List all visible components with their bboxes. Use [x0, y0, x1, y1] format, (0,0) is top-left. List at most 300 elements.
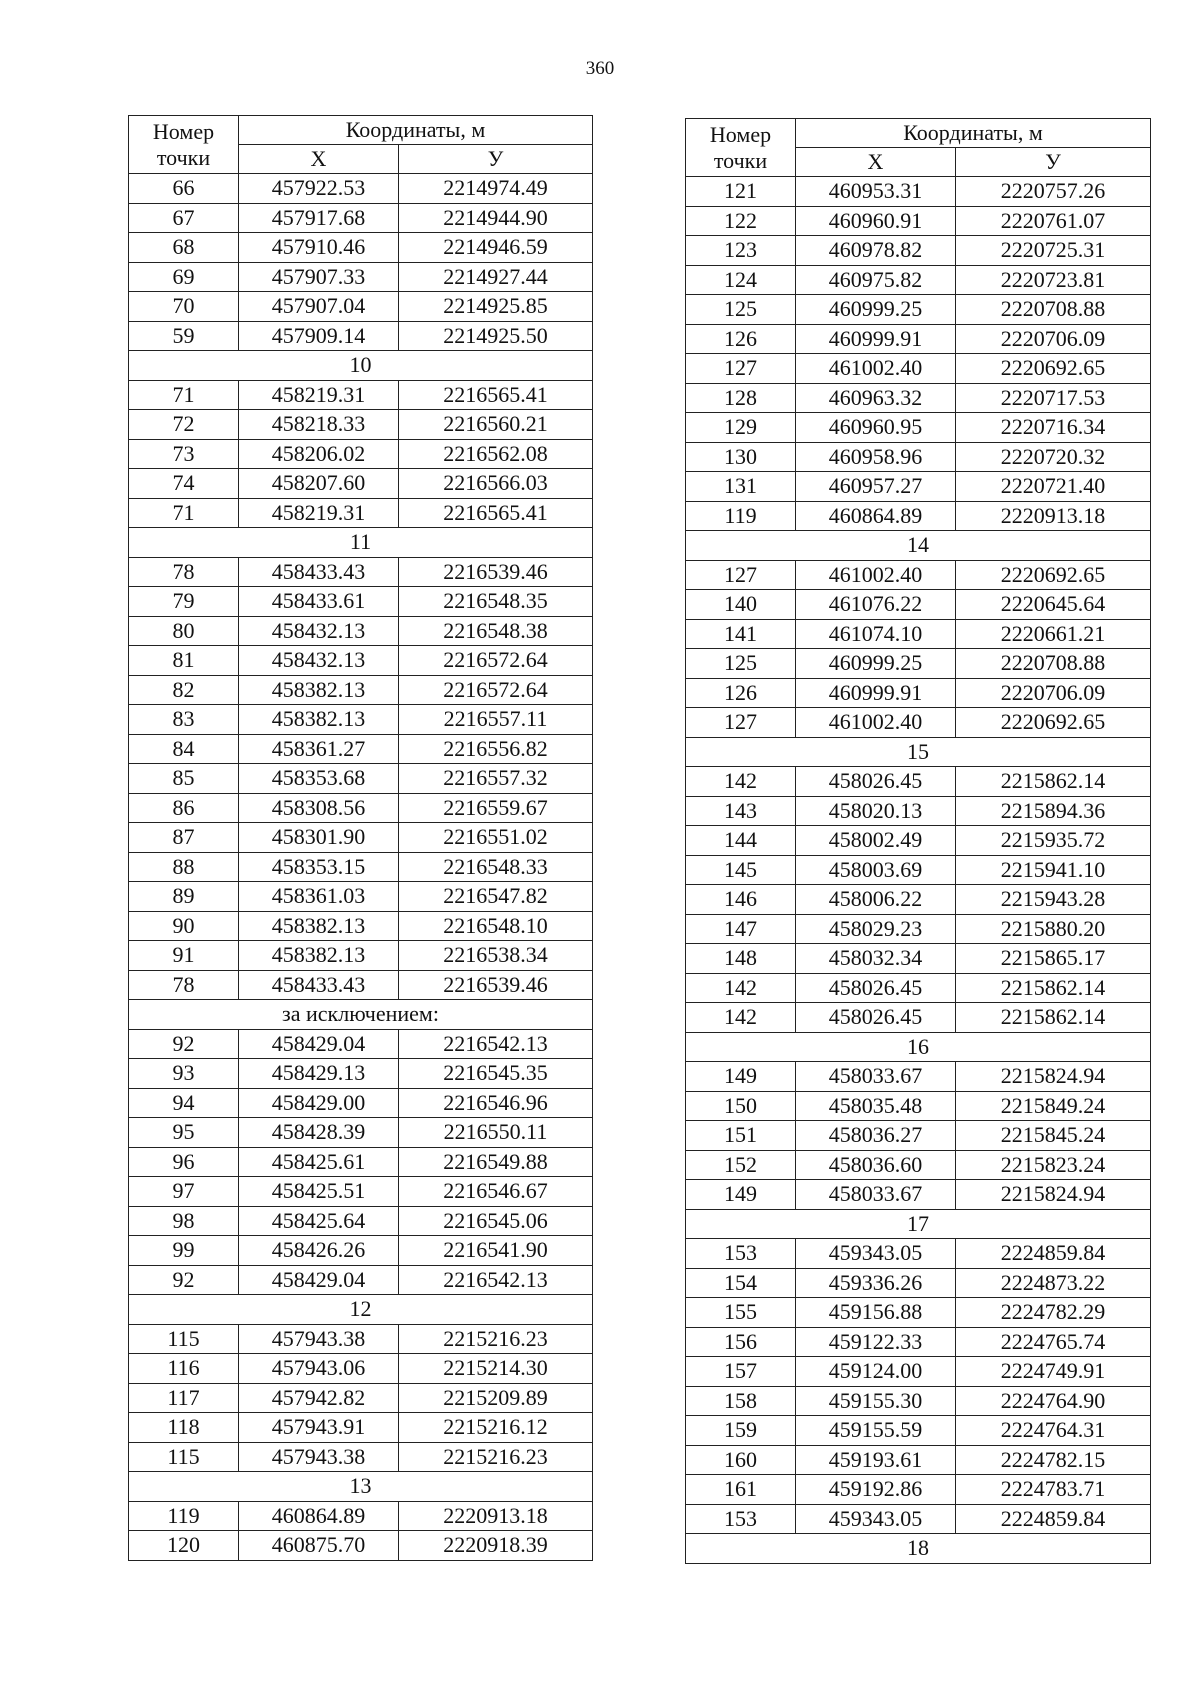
x-coordinate-cell: 458432.13 [239, 616, 399, 646]
y-coordinate-cell: 2220706.09 [956, 324, 1151, 354]
point-number-cell: 96 [129, 1147, 239, 1177]
table-row [686, 265, 1151, 295]
point-number-cell: 127 [686, 560, 796, 590]
table-row [129, 734, 593, 764]
y-coordinate-cell: 2224764.31 [956, 1416, 1151, 1446]
table-row [129, 970, 593, 1000]
x-coordinate-cell: 458428.39 [239, 1118, 399, 1148]
x-coordinate-cell: 457907.33 [239, 262, 399, 292]
point-number-cell: 115 [129, 1324, 239, 1354]
x-coordinate-cell: 458219.31 [239, 380, 399, 410]
table-row [686, 944, 1151, 974]
point-number-cell: 80 [129, 616, 239, 646]
point-number-cell: 117 [129, 1383, 239, 1413]
point-number-cell: 130 [686, 442, 796, 472]
y-coordinate-cell: 2220761.07 [956, 206, 1151, 236]
section-row [129, 1000, 593, 1030]
x-coordinate-cell: 458026.45 [796, 973, 956, 1003]
table-row [129, 233, 593, 263]
table-row [129, 1029, 593, 1059]
y-coordinate-cell: 2216565.41 [399, 380, 593, 410]
table-body-left [129, 174, 593, 1561]
point-number-cell: 146 [686, 885, 796, 915]
y-coordinate-cell: 2224873.22 [956, 1268, 1151, 1298]
point-number-cell: 144 [686, 826, 796, 856]
y-coordinate-cell: 2215943.28 [956, 885, 1151, 915]
table-row [129, 469, 593, 499]
table-row [129, 321, 593, 351]
point-number-cell: 152 [686, 1150, 796, 1180]
point-number-cell: 94 [129, 1088, 239, 1118]
y-coordinate-cell: 2215862.14 [956, 767, 1151, 797]
x-coordinate-cell: 458002.49 [796, 826, 956, 856]
section-label: 14 [686, 531, 1151, 561]
point-number-cell: 116 [129, 1354, 239, 1384]
section-row [129, 1295, 593, 1325]
point-number-header [129, 116, 239, 174]
table-row [129, 705, 593, 735]
x-coordinate-cell: 461002.40 [796, 708, 956, 738]
y-coordinate-cell: 2215209.89 [399, 1383, 593, 1413]
point-number-cell: 149 [686, 1062, 796, 1092]
point-label-line1: Номер [709, 121, 772, 147]
point-number-cell: 127 [686, 354, 796, 384]
table-row [129, 410, 593, 440]
table-row [129, 911, 593, 941]
x-coordinate-cell: 458353.68 [239, 764, 399, 794]
y-coordinate-cell: 2216565.41 [399, 498, 593, 528]
x-header: X [239, 145, 399, 174]
table-row [686, 383, 1151, 413]
y-coordinate-cell: 2215216.12 [399, 1413, 593, 1443]
y-coordinate-cell: 2216542.13 [399, 1029, 593, 1059]
table-row [686, 177, 1151, 207]
point-number-cell: 91 [129, 941, 239, 971]
y-coordinate-cell: 2224764.90 [956, 1386, 1151, 1416]
table-row [686, 1416, 1151, 1446]
x-coordinate-cell: 460953.31 [796, 177, 956, 207]
table-row [129, 1118, 593, 1148]
y-coordinate-cell: 2216551.02 [399, 823, 593, 853]
x-coordinate-cell: 461002.40 [796, 354, 956, 384]
table-row [686, 560, 1151, 590]
point-number-cell: 121 [686, 177, 796, 207]
table-row [686, 649, 1151, 679]
y-coordinate-cell: 2220717.53 [956, 383, 1151, 413]
y-coordinate-cell: 2216557.11 [399, 705, 593, 735]
y-coordinate-cell: 2216548.10 [399, 911, 593, 941]
x-coordinate-cell: 460978.82 [796, 236, 956, 266]
point-number-cell: 125 [686, 295, 796, 325]
x-coordinate-cell: 459192.86 [796, 1475, 956, 1505]
table-row [129, 1324, 593, 1354]
table-row [686, 973, 1151, 1003]
x-coordinate-cell: 458382.13 [239, 941, 399, 971]
y-coordinate-cell: 2220725.31 [956, 236, 1151, 266]
point-number-cell: 143 [686, 796, 796, 826]
y-header: У [956, 148, 1151, 177]
x-coordinate-cell: 458036.60 [796, 1150, 956, 1180]
table-row [686, 1239, 1151, 1269]
section-row [686, 531, 1151, 561]
table-row [686, 1062, 1151, 1092]
section-row [686, 1032, 1151, 1062]
y-coordinate-cell: 2220645.64 [956, 590, 1151, 620]
x-coordinate-cell: 457943.38 [239, 1442, 399, 1472]
table-row [129, 852, 593, 882]
table-row [129, 1265, 593, 1295]
table-body-right [686, 177, 1151, 1564]
table-row [686, 885, 1151, 915]
point-label-line2: точки [156, 144, 211, 170]
y-coordinate-cell: 2216572.64 [399, 646, 593, 676]
y-coordinate-cell: 2215862.14 [956, 973, 1151, 1003]
y-coordinate-cell: 2220692.65 [956, 354, 1151, 384]
table-row [129, 941, 593, 971]
table-row [686, 855, 1151, 885]
point-number-cell: 92 [129, 1029, 239, 1059]
y-coordinate-cell: 2216542.13 [399, 1265, 593, 1295]
table-row [129, 174, 593, 204]
x-coordinate-cell: 457922.53 [239, 174, 399, 204]
table-row [129, 1088, 593, 1118]
point-number-cell: 83 [129, 705, 239, 735]
y-coordinate-cell: 2216562.08 [399, 439, 593, 469]
table-row [129, 1177, 593, 1207]
section-label: 17 [686, 1209, 1151, 1239]
y-coordinate-cell: 2216548.38 [399, 616, 593, 646]
y-coordinate-cell: 2224859.84 [956, 1504, 1151, 1534]
header-row [686, 119, 1151, 148]
table-row [686, 767, 1151, 797]
table-row [686, 708, 1151, 738]
y-coordinate-cell: 2224782.15 [956, 1445, 1151, 1475]
y-coordinate-cell: 2215824.94 [956, 1180, 1151, 1210]
table-row [129, 793, 593, 823]
y-coordinate-cell: 2215824.94 [956, 1062, 1151, 1092]
y-coordinate-cell: 2220918.39 [399, 1531, 593, 1561]
table-row [686, 1504, 1151, 1534]
y-coordinate-cell: 2214925.85 [399, 292, 593, 322]
y-coordinate-cell: 2215823.24 [956, 1150, 1151, 1180]
y-coordinate-cell: 2215216.23 [399, 1442, 593, 1472]
point-number-cell: 156 [686, 1327, 796, 1357]
table-row [686, 501, 1151, 531]
x-header: X [796, 148, 956, 177]
table-row [129, 675, 593, 705]
y-coordinate-cell: 2216548.35 [399, 587, 593, 617]
point-number-cell: 84 [129, 734, 239, 764]
point-number-cell: 126 [686, 678, 796, 708]
table-row [686, 1298, 1151, 1328]
x-coordinate-cell: 458433.43 [239, 557, 399, 587]
x-coordinate-cell: 458218.33 [239, 410, 399, 440]
y-coordinate-cell: 2216538.34 [399, 941, 593, 971]
x-coordinate-cell: 458429.04 [239, 1265, 399, 1295]
point-number-cell: 82 [129, 675, 239, 705]
table-row [686, 354, 1151, 384]
point-number-cell: 69 [129, 262, 239, 292]
table-row [686, 472, 1151, 502]
x-coordinate-cell: 460957.27 [796, 472, 956, 502]
point-label-line2: точки [713, 147, 768, 173]
table-row [686, 590, 1151, 620]
table-row [686, 206, 1151, 236]
table-row [686, 826, 1151, 856]
y-coordinate-cell: 2215935.72 [956, 826, 1151, 856]
table-row [686, 914, 1151, 944]
x-coordinate-cell: 459336.26 [796, 1268, 956, 1298]
x-coordinate-cell: 458020.13 [796, 796, 956, 826]
x-coordinate-cell: 457942.82 [239, 1383, 399, 1413]
point-number-cell: 142 [686, 767, 796, 797]
x-coordinate-cell: 460960.91 [796, 206, 956, 236]
y-coordinate-cell: 2216539.46 [399, 557, 593, 587]
point-number-cell: 151 [686, 1121, 796, 1151]
y-coordinate-cell: 2220708.88 [956, 295, 1151, 325]
point-number-cell: 87 [129, 823, 239, 853]
section-row [686, 1209, 1151, 1239]
x-coordinate-cell: 460875.70 [239, 1531, 399, 1561]
table-row [129, 1236, 593, 1266]
section-row [129, 351, 593, 381]
section-label: 15 [686, 737, 1151, 767]
x-coordinate-cell: 458429.00 [239, 1088, 399, 1118]
x-coordinate-cell: 458219.31 [239, 498, 399, 528]
y-coordinate-cell: 2216547.82 [399, 882, 593, 912]
x-coordinate-cell: 458301.90 [239, 823, 399, 853]
table-row [129, 646, 593, 676]
y-coordinate-cell: 2216541.90 [399, 1236, 593, 1266]
table-row [129, 557, 593, 587]
table-row [129, 1531, 593, 1561]
table-row [686, 1357, 1151, 1387]
x-coordinate-cell: 458361.27 [239, 734, 399, 764]
table-row [129, 1147, 593, 1177]
y-coordinate-cell: 2220723.81 [956, 265, 1151, 295]
point-number-cell: 90 [129, 911, 239, 941]
point-number-cell: 148 [686, 944, 796, 974]
point-number-cell: 142 [686, 973, 796, 1003]
x-coordinate-cell: 460864.89 [239, 1501, 399, 1531]
x-coordinate-cell: 460960.95 [796, 413, 956, 443]
y-coordinate-cell: 2216556.82 [399, 734, 593, 764]
x-coordinate-cell: 458425.51 [239, 1177, 399, 1207]
y-coordinate-cell: 2220757.26 [956, 177, 1151, 207]
y-coordinate-cell: 2216550.11 [399, 1118, 593, 1148]
x-coordinate-cell: 459343.05 [796, 1504, 956, 1534]
y-coordinate-cell: 2214974.49 [399, 174, 593, 204]
table-row [686, 1003, 1151, 1033]
x-coordinate-cell: 460975.82 [796, 265, 956, 295]
y-coordinate-cell: 2214925.50 [399, 321, 593, 351]
table-row [129, 380, 593, 410]
point-number-cell: 145 [686, 855, 796, 885]
section-label: 18 [686, 1534, 1151, 1564]
section-label: 10 [129, 351, 593, 381]
x-coordinate-cell: 457943.91 [239, 1413, 399, 1443]
y-coordinate-cell: 2215849.24 [956, 1091, 1151, 1121]
coordinates-table-left [128, 115, 593, 1561]
y-coordinate-cell: 2216539.46 [399, 970, 593, 1000]
y-coordinate-cell: 2216545.06 [399, 1206, 593, 1236]
point-number-cell: 147 [686, 914, 796, 944]
point-number-cell: 120 [129, 1531, 239, 1561]
point-number-cell: 141 [686, 619, 796, 649]
x-coordinate-cell: 461076.22 [796, 590, 956, 620]
point-number-cell: 124 [686, 265, 796, 295]
section-row [129, 1472, 593, 1502]
point-number-cell: 129 [686, 413, 796, 443]
y-coordinate-cell: 2224749.91 [956, 1357, 1151, 1387]
y-coordinate-cell: 2216548.33 [399, 852, 593, 882]
x-coordinate-cell: 459193.61 [796, 1445, 956, 1475]
x-coordinate-cell: 460864.89 [796, 501, 956, 531]
section-label: 11 [129, 528, 593, 558]
table-row [686, 1150, 1151, 1180]
point-number-cell: 97 [129, 1177, 239, 1207]
table-row [686, 324, 1151, 354]
point-number-cell: 150 [686, 1091, 796, 1121]
table-row [129, 1383, 593, 1413]
point-number-cell: 119 [686, 501, 796, 531]
point-number-cell: 99 [129, 1236, 239, 1266]
point-number-cell: 74 [129, 469, 239, 499]
point-number-cell: 78 [129, 557, 239, 587]
table-row [129, 1442, 593, 1472]
section-label: за исключением: [129, 1000, 593, 1030]
y-coordinate-cell: 2215941.10 [956, 855, 1151, 885]
y-coordinate-cell: 2224859.84 [956, 1239, 1151, 1269]
section-label: 16 [686, 1032, 1151, 1062]
x-coordinate-cell: 460999.25 [796, 649, 956, 679]
point-number-cell: 72 [129, 410, 239, 440]
x-coordinate-cell: 459343.05 [796, 1239, 956, 1269]
point-number-cell: 81 [129, 646, 239, 676]
y-coordinate-cell: 2216559.67 [399, 793, 593, 823]
y-coordinate-cell: 2215862.14 [956, 1003, 1151, 1033]
point-number-cell: 59 [129, 321, 239, 351]
point-number-header [686, 119, 796, 177]
x-coordinate-cell: 458003.69 [796, 855, 956, 885]
table-row [129, 1413, 593, 1443]
table-row [686, 1121, 1151, 1151]
x-coordinate-cell: 458382.13 [239, 911, 399, 941]
point-number-cell: 142 [686, 1003, 796, 1033]
x-coordinate-cell: 458308.56 [239, 793, 399, 823]
y-coordinate-cell: 2215216.23 [399, 1324, 593, 1354]
point-number-cell: 88 [129, 852, 239, 882]
x-coordinate-cell: 460963.32 [796, 383, 956, 413]
table-row [129, 1059, 593, 1089]
point-number-cell: 140 [686, 590, 796, 620]
x-coordinate-cell: 460958.96 [796, 442, 956, 472]
y-coordinate-cell: 2224783.71 [956, 1475, 1151, 1505]
table-row [129, 292, 593, 322]
section-label: 12 [129, 1295, 593, 1325]
point-number-cell: 155 [686, 1298, 796, 1328]
x-coordinate-cell: 458033.67 [796, 1062, 956, 1092]
y-coordinate-cell: 2220913.18 [399, 1501, 593, 1531]
x-coordinate-cell: 460999.25 [796, 295, 956, 325]
table-row [129, 1501, 593, 1531]
point-number-cell: 119 [129, 1501, 239, 1531]
table-row [129, 439, 593, 469]
point-number-cell: 122 [686, 206, 796, 236]
section-label: 13 [129, 1472, 593, 1502]
point-number-cell: 66 [129, 174, 239, 204]
y-coordinate-cell: 2220721.40 [956, 472, 1151, 502]
coordinates-table-right [685, 118, 1151, 1564]
point-number-cell: 78 [129, 970, 239, 1000]
point-number-cell: 86 [129, 793, 239, 823]
point-number-cell: 92 [129, 1265, 239, 1295]
point-number-cell: 131 [686, 472, 796, 502]
y-coordinate-cell: 2215880.20 [956, 914, 1151, 944]
point-number-cell: 115 [129, 1442, 239, 1472]
table-row [686, 236, 1151, 266]
x-coordinate-cell: 459124.00 [796, 1357, 956, 1387]
table-row [686, 1386, 1151, 1416]
x-coordinate-cell: 458032.34 [796, 944, 956, 974]
x-coordinate-cell: 458432.13 [239, 646, 399, 676]
x-coordinate-cell: 460999.91 [796, 324, 956, 354]
y-coordinate-cell: 2224765.74 [956, 1327, 1151, 1357]
point-number-cell: 73 [129, 439, 239, 469]
x-coordinate-cell: 459155.30 [796, 1386, 956, 1416]
table-row [129, 498, 593, 528]
y-coordinate-cell: 2214946.59 [399, 233, 593, 263]
table-row [686, 1327, 1151, 1357]
point-number-cell: 79 [129, 587, 239, 617]
y-coordinate-cell: 2215894.36 [956, 796, 1151, 826]
table-row [686, 678, 1151, 708]
coords-header: Координаты, м [239, 116, 593, 145]
x-coordinate-cell: 458035.48 [796, 1091, 956, 1121]
x-coordinate-cell: 461002.40 [796, 560, 956, 590]
point-number-cell: 158 [686, 1386, 796, 1416]
point-number-cell: 153 [686, 1239, 796, 1269]
point-number-cell: 95 [129, 1118, 239, 1148]
y-coordinate-cell: 2220706.09 [956, 678, 1151, 708]
x-coordinate-cell: 458036.27 [796, 1121, 956, 1151]
point-number-cell: 127 [686, 708, 796, 738]
point-number-cell: 157 [686, 1357, 796, 1387]
point-number-cell: 161 [686, 1475, 796, 1505]
point-number-cell: 149 [686, 1180, 796, 1210]
y-coordinate-cell: 2220692.65 [956, 560, 1151, 590]
point-number-cell: 67 [129, 203, 239, 233]
table-row [686, 619, 1151, 649]
point-number-cell: 70 [129, 292, 239, 322]
x-coordinate-cell: 459156.88 [796, 1298, 956, 1328]
x-coordinate-cell: 457910.46 [239, 233, 399, 263]
point-number-cell: 89 [129, 882, 239, 912]
y-coordinate-cell: 2220708.88 [956, 649, 1151, 679]
point-number-cell: 118 [129, 1413, 239, 1443]
x-coordinate-cell: 458026.45 [796, 1003, 956, 1033]
x-coordinate-cell: 459122.33 [796, 1327, 956, 1357]
table-row [129, 587, 593, 617]
point-number-cell: 71 [129, 498, 239, 528]
table-row [129, 616, 593, 646]
y-coordinate-cell: 2220661.21 [956, 619, 1151, 649]
x-coordinate-cell: 458029.23 [796, 914, 956, 944]
y-coordinate-cell: 2220716.34 [956, 413, 1151, 443]
x-coordinate-cell: 461074.10 [796, 619, 956, 649]
table-row [686, 796, 1151, 826]
table-row [686, 1180, 1151, 1210]
